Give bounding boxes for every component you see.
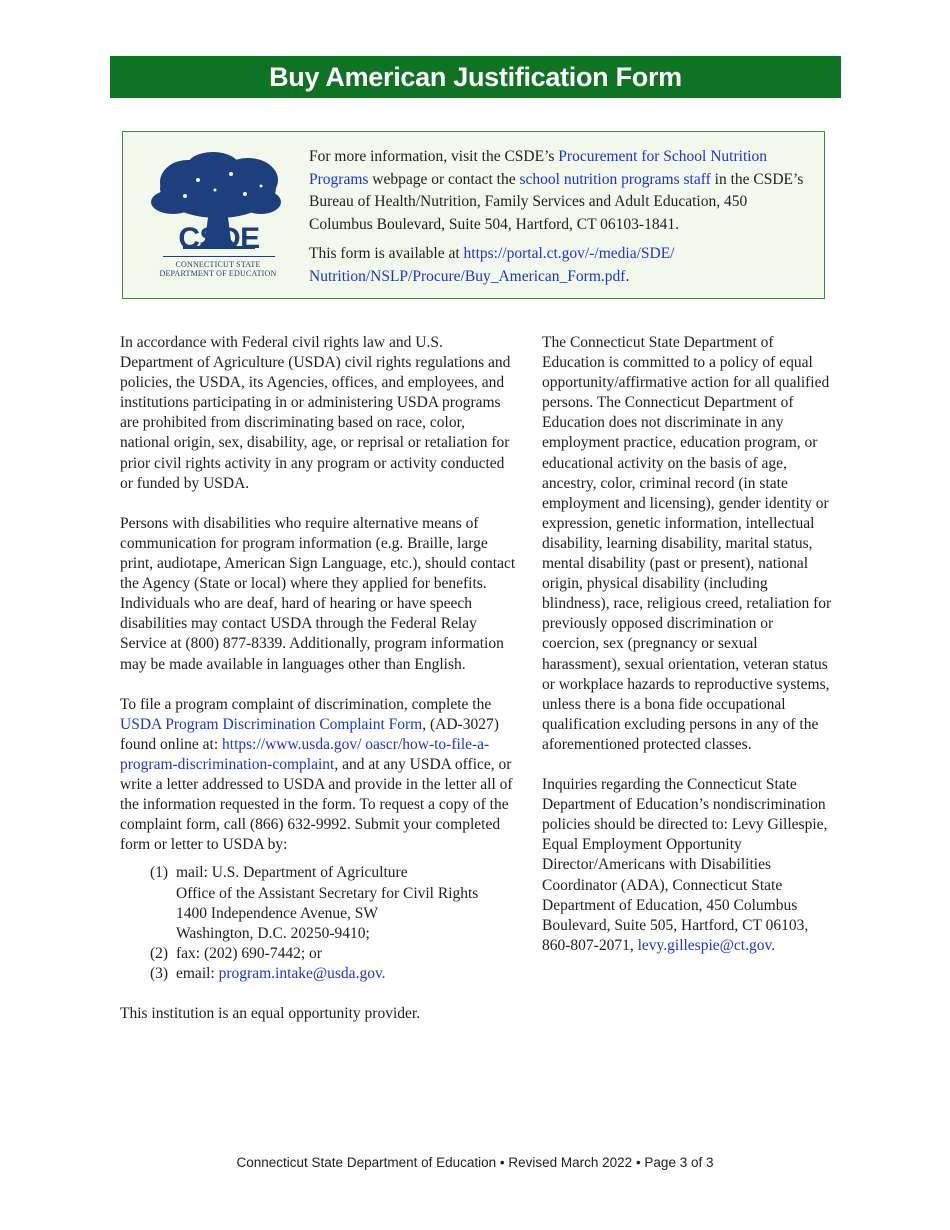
nutrition-staff-link[interactable]: school nutrition programs staff bbox=[519, 170, 711, 188]
list-item-mail: (1) mail: U.S. Department of Agriculture Office of the Assistant Secretary for Civil Rights 1400 Independence Avenue, SW Washington, D.C. 20250-9410; bbox=[150, 864, 479, 942]
complaint-paragraph: To file a program complaint of discrimination, complete the USDA Program Discrimination Complaint Form, (AD-3027) found online at: https://www.usda.gov/ oascr/how-to-file-a-program-discrimination-complaint, and at any USDA office, or write a letter addressed to USDA and provide in the letter all of the information requested in the form. To request a copy of the complaint form, call (866) 632-9992. Submit your completed form or letter to USDA by: bbox=[120, 695, 513, 854]
list-item-email: (3) email: program.intake@usda.gov. bbox=[150, 964, 386, 982]
procurement-link[interactable]: Procurement for School Nutrition Programs bbox=[309, 148, 768, 188]
page-title: Buy American Justification Form bbox=[110, 56, 841, 98]
inquiries-paragraph: Inquiries regarding the Connecticut State Department of Education’s nondiscrimination policies should be directed to: Levy Gillespie, Equal Employment Opportunity Director/Americans with Disabilities Coordinator (ADA), Connecticut State Department of Education, 450 Columbus Boulevard, Suite 505, Hartford, CT 06103, 860-807-2071, levy.gillespie@ct.gov. bbox=[542, 776, 828, 954]
gillespie-email-link[interactable]: levy.gillespie@ct.gov bbox=[637, 936, 772, 954]
logo-subtitle-1: CONNECTICUT STATE bbox=[175, 260, 261, 269]
submission-methods-list bbox=[120, 863, 518, 984]
page-footer: Connecticut State Department of Education • Revised March 2022 • Page 3 of 3 bbox=[236, 1155, 714, 1170]
list-item-fax: (2) fax: (202) 690-7442; or bbox=[150, 944, 322, 962]
usda-nondiscrimination-paragraph: In accordance with Federal civil rights law and U.S. Department of Agriculture (USDA) civil rights regulations and policies, the USDA, its Agencies, offices, and employees, and institutions participating in or administering USDA programs are prohibited from discriminating based on race, color, national origin, sex, disability, age, or reprisal or retaliation for prior civil rights activity in any program or activity conducted or funded by USDA. bbox=[120, 334, 511, 492]
csde-logo bbox=[143, 150, 293, 285]
logo-subtitle-2: DEPARTMENT OF EDUCATION bbox=[159, 269, 277, 278]
info-text bbox=[309, 146, 814, 295]
usda-email-link[interactable]: program.intake@usda.gov. bbox=[218, 964, 386, 982]
info-paragraph-2: This form is available at https://portal.ct.gov/-/media/SDE/ Nutrition/NSLP/Procure/Buy_American_Form.pdf. bbox=[309, 245, 675, 285]
info-box bbox=[122, 131, 825, 299]
equal-opportunity-statement: This institution is an equal opportunity provider. bbox=[120, 1005, 421, 1023]
logo-wordmark: CSDE bbox=[178, 222, 260, 255]
form-url-link[interactable]: https://portal.ct.gov/-/media/SDE/ Nutrition/NSLP/Procure/Buy_American_Form.pdf bbox=[309, 245, 675, 285]
complaint-form-link[interactable]: USDA Program Discrimination Complaint Form bbox=[120, 715, 423, 733]
logo-rule bbox=[163, 256, 275, 257]
csde-policy-paragraph: The Connecticut State Department of Education is committed to a policy of equal opportunity/affirmative action for all qualified persons. The Connecticut Department of Education does not discriminate in any employment practice, education program, or educational activity on the basis of age, ancestry, color, criminal record (in state employment and licensing), gender identity or expression, genetic information, intellectual disability, learning disability, marital status, mental disability (past or present), national origin, physical disability (including blindness), race, religious creed, retaliation for previously opposed discrimination or coercion, sex (pregnancy or sexual harassment), sexual orientation, veteran status or workplace hazards to reproductive systems, unless there is a bona fide occupational qualification excluding persons in any of the aforementioned protected classes. bbox=[542, 334, 832, 753]
info-paragraph-1: For more information, visit the CSDE’s Procurement for School Nutrition Programs webpage or contact the school nutrition programs staff in the CSDE’s Bureau of Health/Nutrition, Family Services and Adult Education, 450 Columbus Boulevard, Suite 504, Hartford, CT 06103-1841. bbox=[309, 148, 804, 233]
disabilities-paragraph: Persons with disabilities who require alternative means of communication for program information (e.g. Braille, large print, audiotape, American Sign Language, etc.), should contact the Agency (State or local) where they applied for benefits. Individuals who are deaf, hard of hearing or have speech disabilities may contact USDA through the Federal Relay Service at (800) 877-8339. Additionally, program information may be made available in languages other than English. bbox=[120, 514, 516, 673]
left-column bbox=[120, 333, 518, 1044]
right-column bbox=[542, 333, 832, 976]
usda-complaint-url-link[interactable]: https://www.usda.gov/ oascr/how-to-file-a-program-discrimination-complaint bbox=[120, 735, 490, 773]
